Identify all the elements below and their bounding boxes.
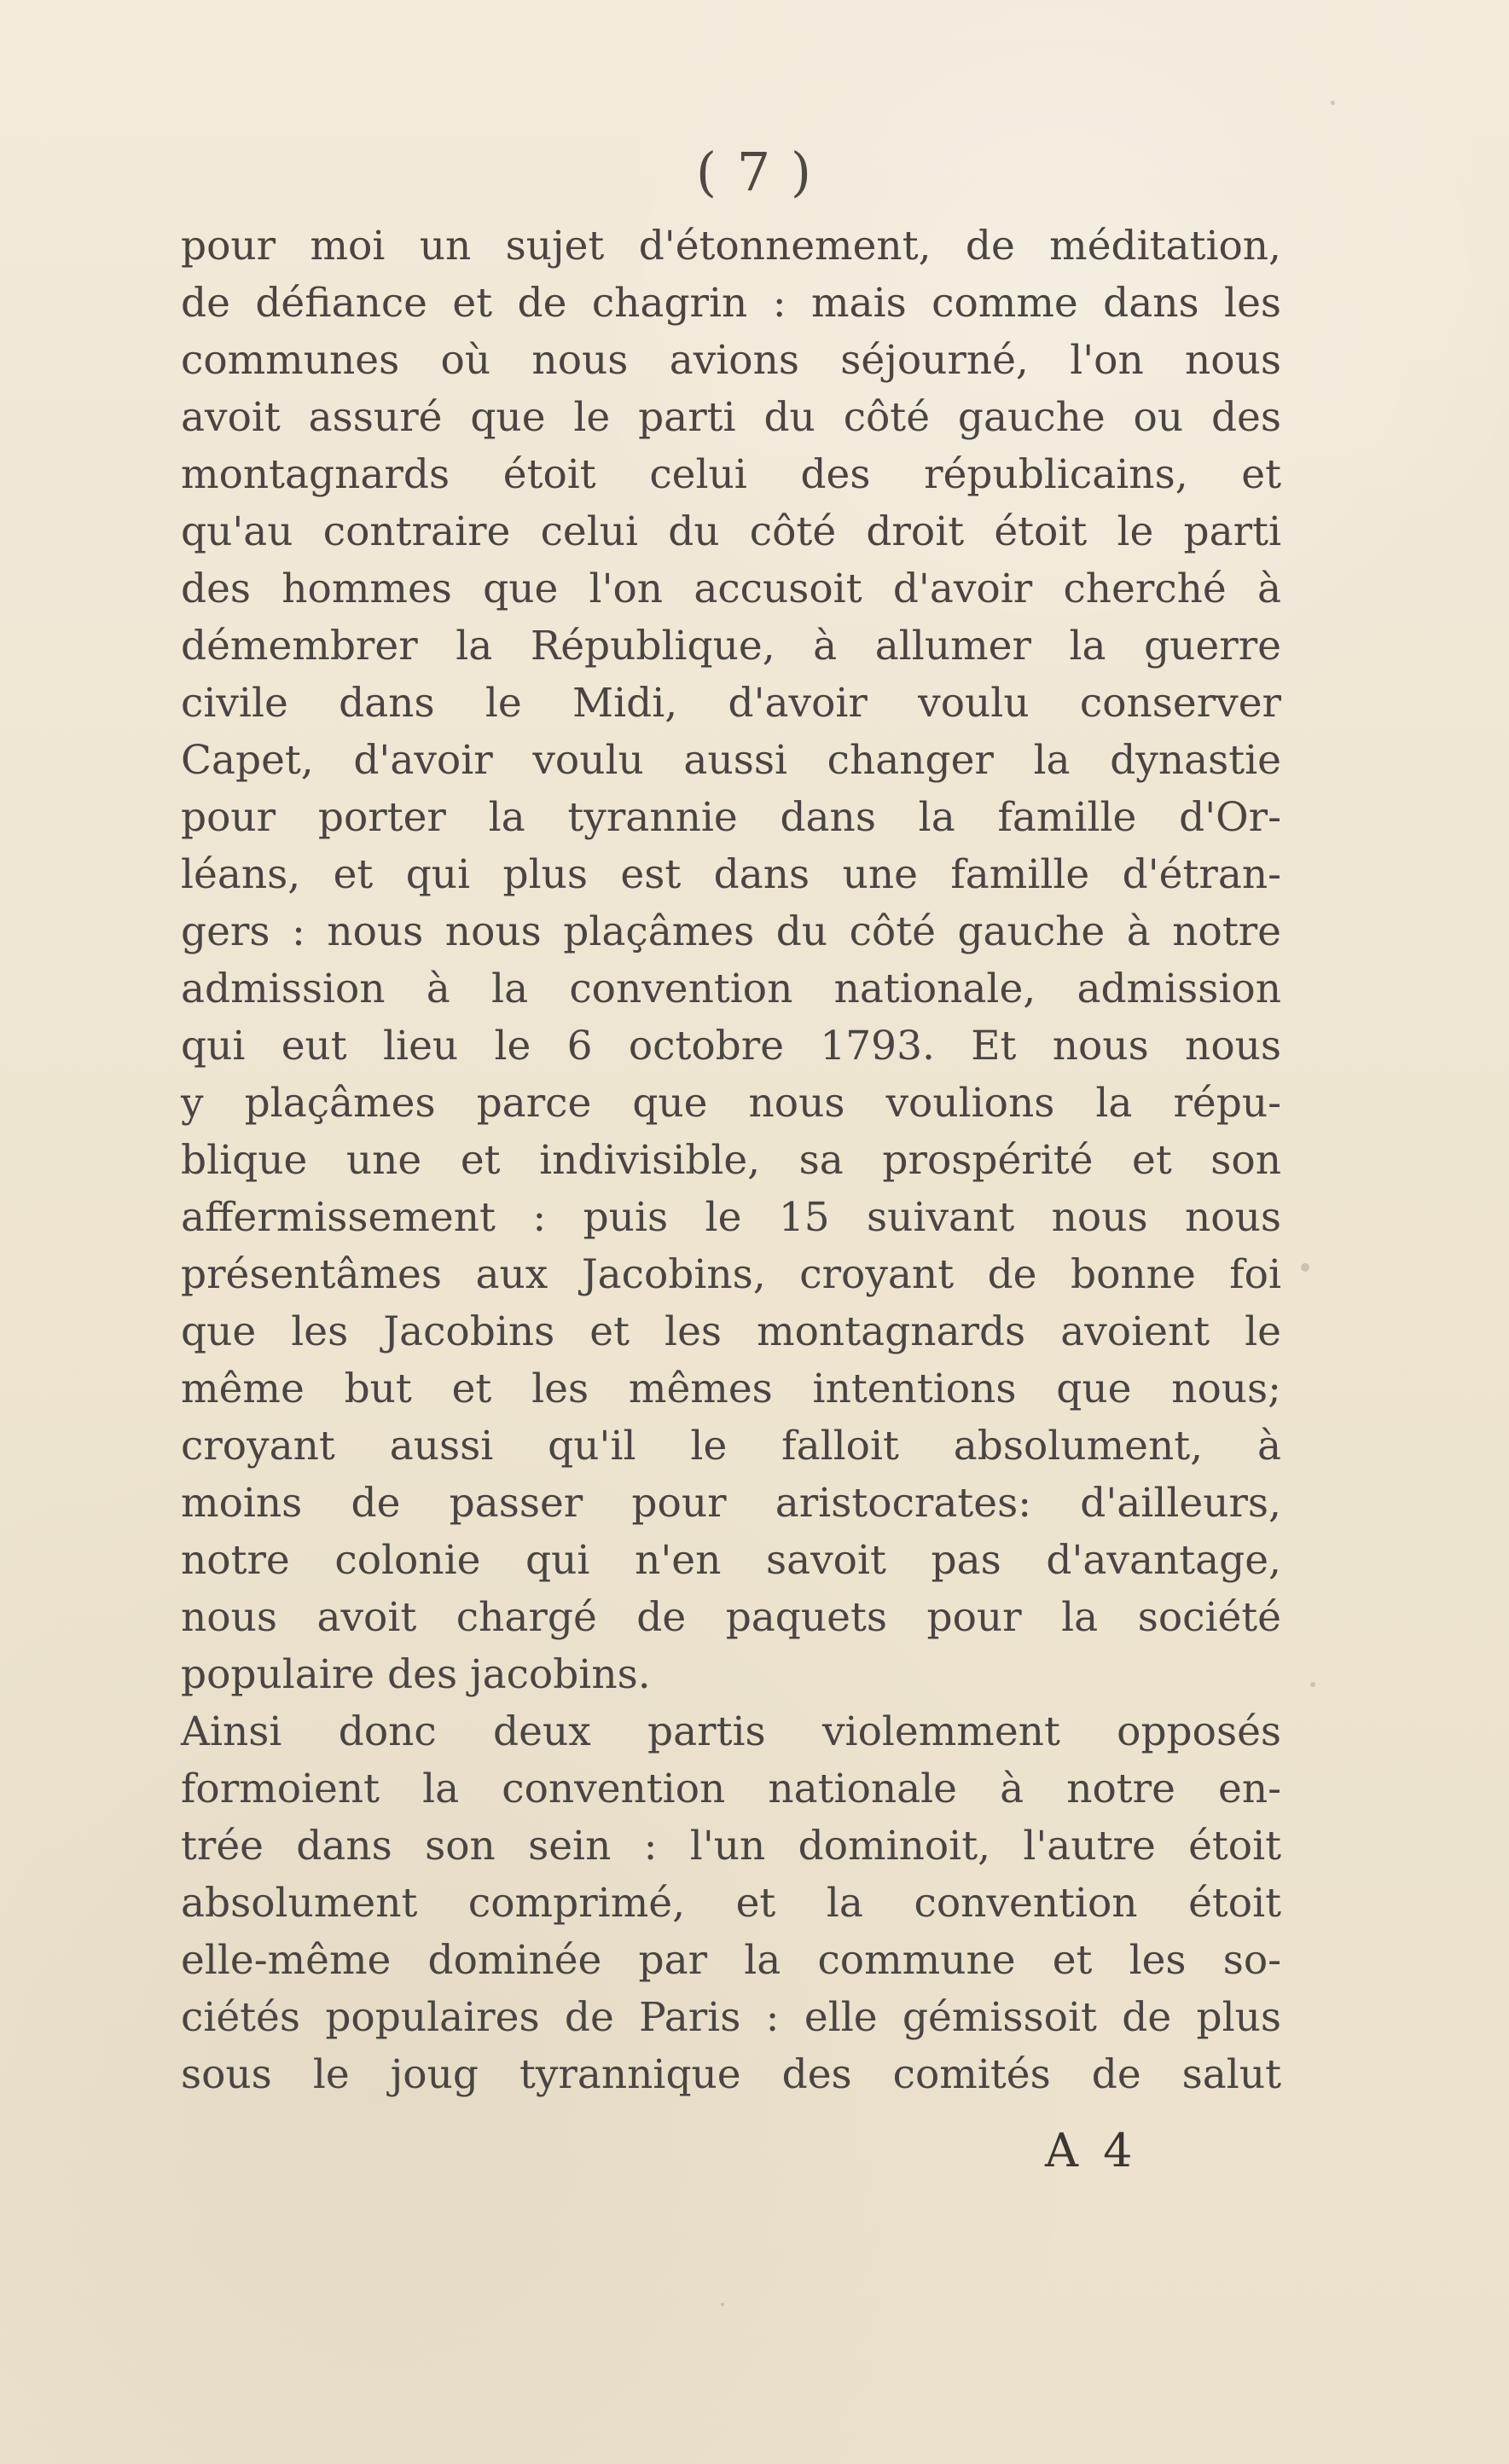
paper-speck (1310, 1682, 1315, 1687)
text-line: notre colonie qui n'en savoit pas d'avantage, (181, 1537, 1281, 1584)
text-line: présentâmes aux Jacobins, croyant de bonne foi (181, 1251, 1281, 1298)
text-line: démembrer la République, à allumer la guerre (181, 623, 1281, 670)
text-line: pour moi un sujet d'étonnement, de méditation, (181, 223, 1281, 270)
paper-speck (1331, 101, 1335, 105)
text-line: même but et les mêmes intentions que nous; (181, 1365, 1281, 1412)
text-line: qui eut lieu le 6 octobre 1793. Et nous nous (181, 1023, 1281, 1070)
page-signature: A 4 (1045, 2124, 1138, 2177)
body-text (181, 217, 1281, 2103)
text-line: moins de passer pour aristocrates: d'ailleurs, (181, 1480, 1281, 1527)
text-line: ciétés populaires de Paris : elle gémissoit de plus (181, 1994, 1281, 2041)
text-line: de défiance et de chagrin : mais comme dans les (181, 280, 1281, 327)
text-line: pour porter la tyrannie dans la famille d'Or- (181, 794, 1281, 841)
text-line: croyant aussi qu'il le falloit absolument, à (181, 1423, 1281, 1470)
text-line: civile dans le Midi, d'avoir voulu conserver (181, 680, 1281, 727)
text-line: Ainsi donc deux partis violemment opposés (181, 1708, 1281, 1755)
text-line: sous le joug tyrannique des comités de salut (181, 2051, 1281, 2098)
text-line: qu'au contraire celui du côté droit étoit le parti (181, 508, 1281, 555)
page-number: ( 7 ) (695, 141, 814, 203)
text-line: avoit assuré que le parti du côté gauche ou des (181, 394, 1281, 441)
text-line: absolument comprimé, et la convention étoit (181, 1880, 1281, 1927)
text-line: nous avoit chargé de paquets pour la société (181, 1594, 1281, 1641)
text-line: formoient la convention nationale à notre en- (181, 1765, 1281, 1812)
paper-speck (1301, 1263, 1309, 1272)
text-line: admission à la convention nationale, admission (181, 965, 1281, 1012)
text-line: y plaçâmes parce que nous voulions la répu- (181, 1080, 1281, 1127)
text-line: communes où nous avions séjourné, l'on nous (181, 337, 1281, 384)
paper-speck (721, 2303, 724, 2306)
text-line: gers : nous nous plaçâmes du côté gauche à notre (181, 908, 1281, 955)
text-line: elle-même dominée par la commune et les so- (181, 1937, 1281, 1984)
text-line: Capet, d'avoir voulu aussi changer la dynastie (181, 737, 1281, 784)
text-line: blique une et indivisible, sa prospérité et son (181, 1137, 1281, 1184)
text-line: montagnards étoit celui des républicains, et (181, 451, 1281, 498)
text-line: trée dans son sein : l'un dominoit, l'autre étoit (181, 1823, 1281, 1870)
text-line: populaire des jacobins. (181, 1651, 651, 1698)
text-line: affermissement : puis le 15 suivant nous nous (181, 1194, 1281, 1241)
text-line: des hommes que l'on accusoit d'avoir cherché à (181, 565, 1281, 612)
text-line: léans, et qui plus est dans une famille d'étran- (181, 851, 1281, 898)
text-line: que les Jacobins et les montagnards avoient le (181, 1308, 1281, 1355)
